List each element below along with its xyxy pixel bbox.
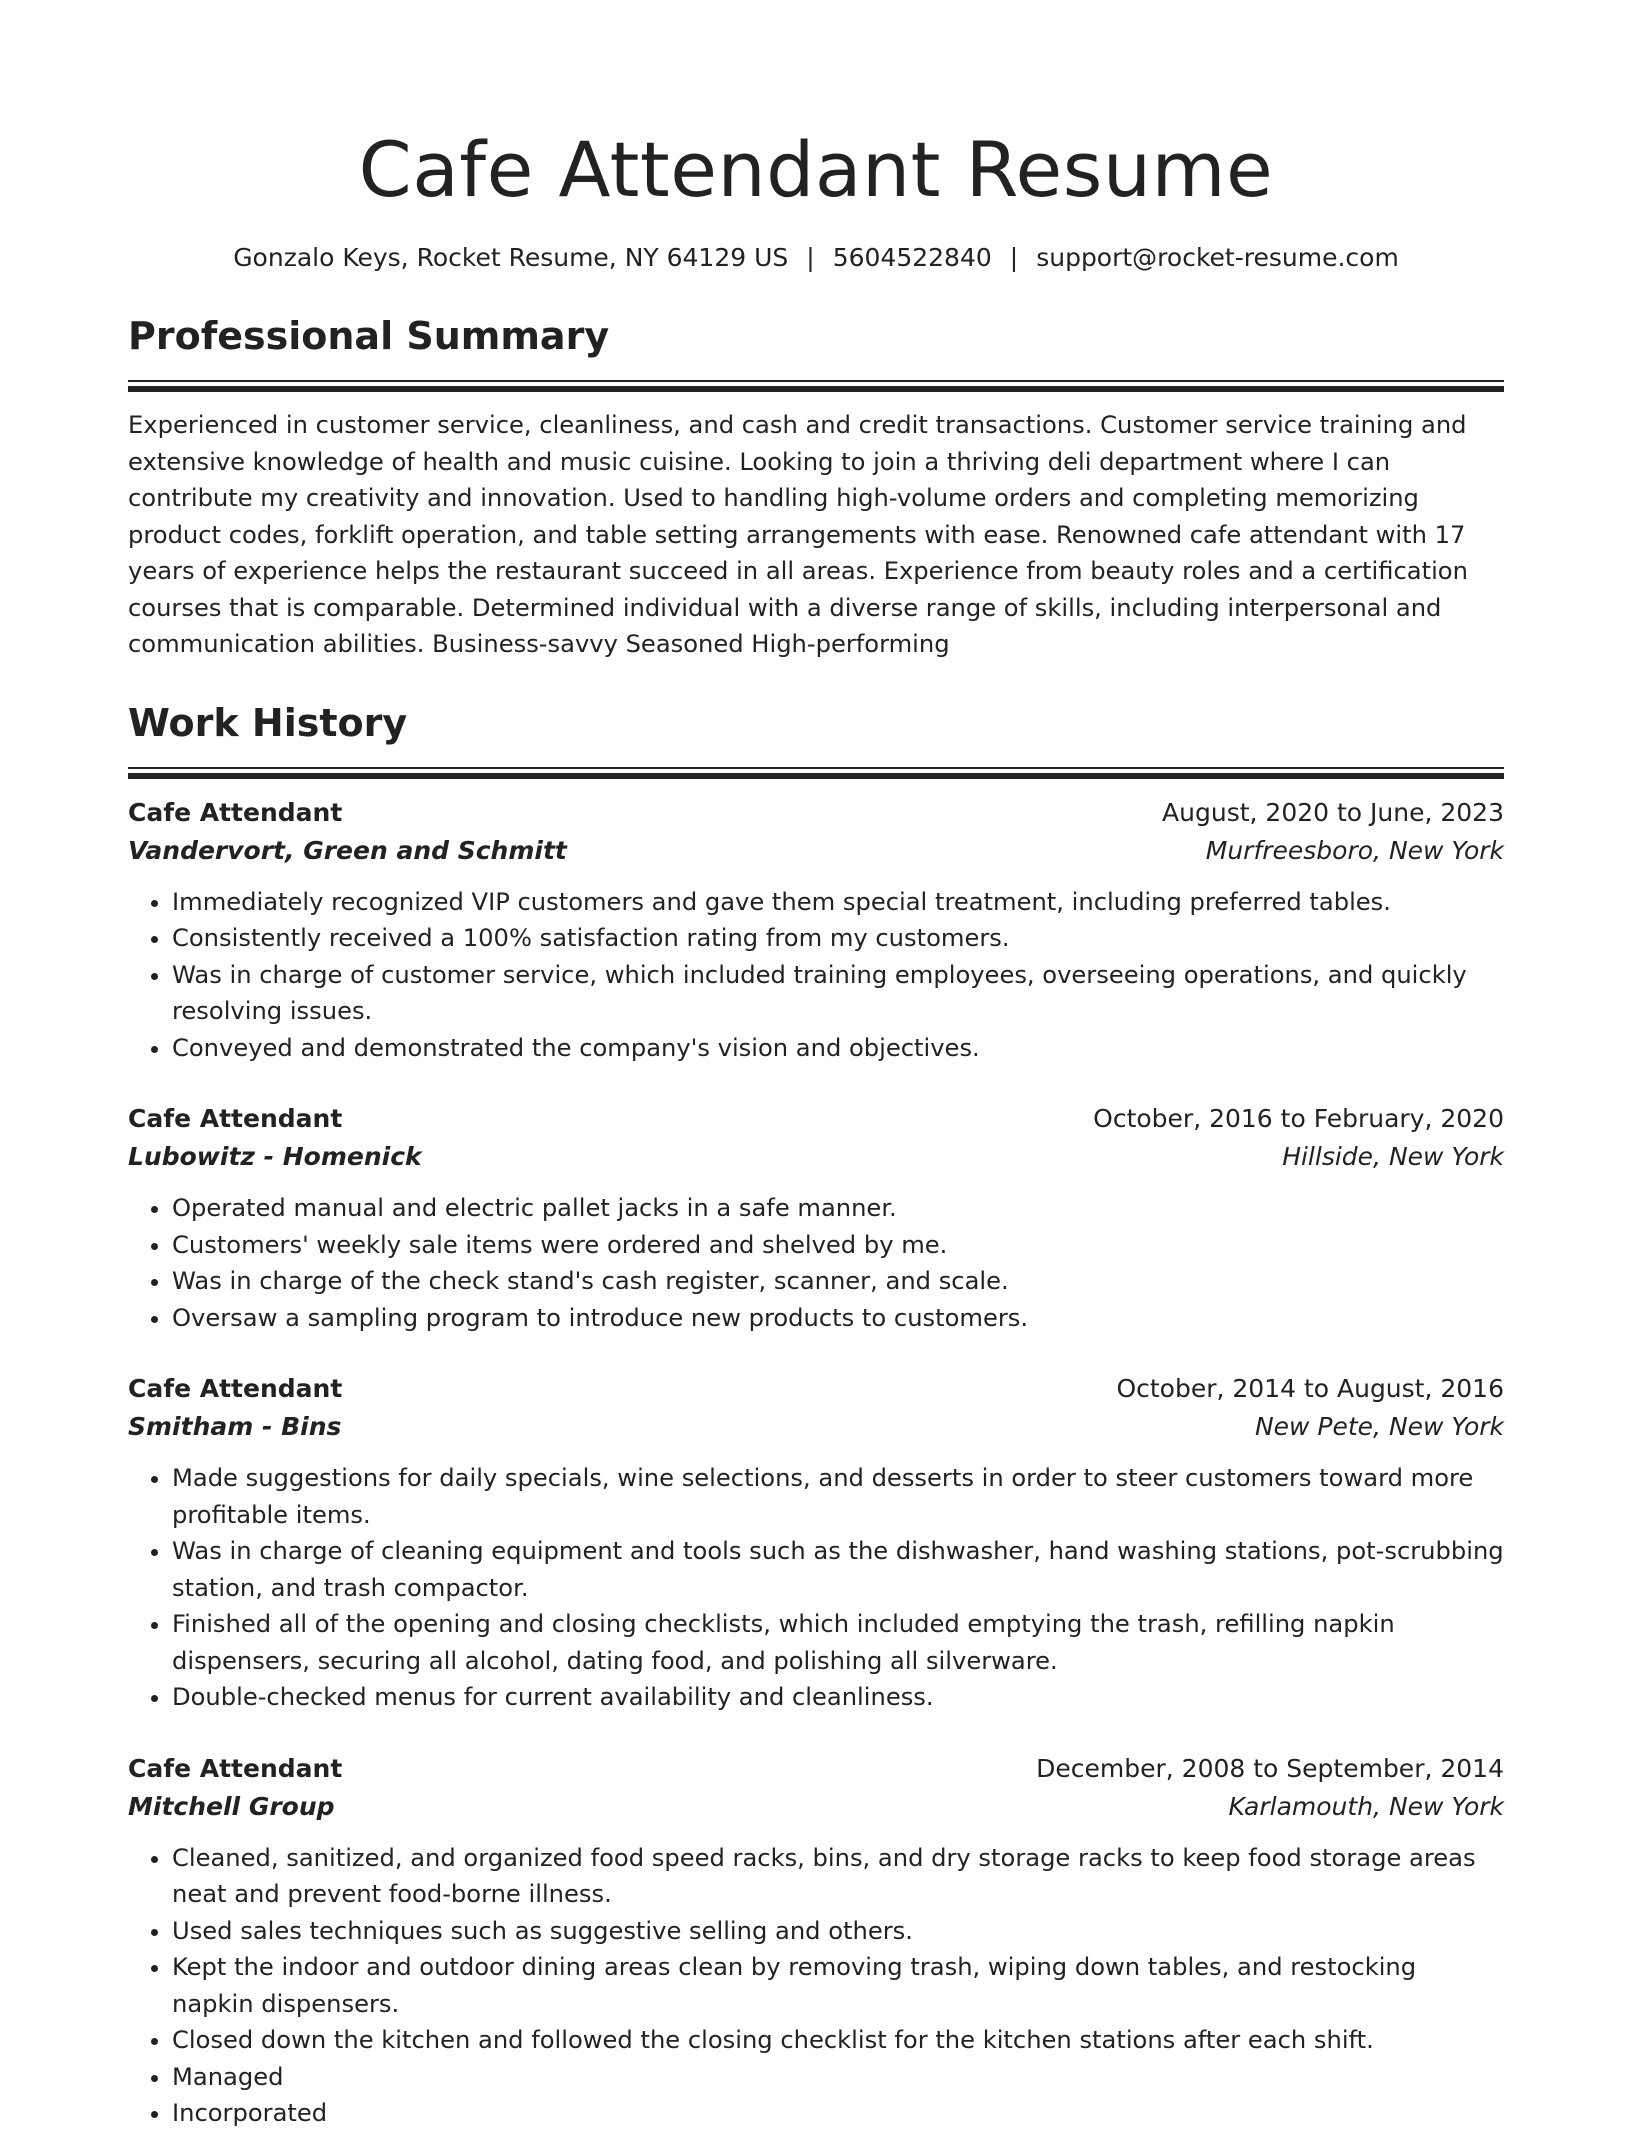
- job-bullets: [128, 1840, 1504, 2132]
- job-bullet: • Operated manual and electric pallet jacks in a safe manner.: [172, 1190, 1504, 1227]
- work-history-section: [128, 699, 1504, 2132]
- job-header-row: [128, 794, 1504, 832]
- job-title: Cafe Attendant: [128, 797, 343, 827]
- job-company-row: [128, 1408, 1504, 1446]
- job-entry: [128, 1370, 1504, 1716]
- job-bullet: • Kept the indoor and outdoor dining areas clean by removing trash, wiping down tables, and restocking napkin dispensers.: [172, 1949, 1504, 2022]
- section-divider: [128, 767, 1504, 772]
- job-bullet: • Used sales techniques such as suggestive selling and others.: [172, 1913, 1504, 1950]
- job-dates: October, 2014 to August, 2016: [1116, 1374, 1504, 1403]
- job-header-row: [128, 1370, 1504, 1408]
- job-dates: October, 2016 to February, 2020: [1093, 1104, 1504, 1133]
- contact-separator: |: [806, 243, 815, 272]
- contact-address: Gonzalo Keys, Rocket Resume, NY 64129 US: [233, 243, 789, 272]
- professional-summary-section: [128, 312, 1504, 663]
- job-bullet: • Managed: [172, 2059, 1504, 2096]
- job-title: Cafe Attendant: [128, 1753, 343, 1783]
- job-bullet: • Incorporated: [172, 2095, 1504, 2132]
- job-title: Cafe Attendant: [128, 1104, 343, 1133]
- job-company: Smitham - Bins: [128, 1412, 342, 1441]
- job-bullet: • Closed down the kitchen and followed the closing checklist for the kitchen stations after each shift.: [172, 2022, 1504, 2059]
- contact-line: [128, 240, 1504, 276]
- job-bullet: • Customers' weekly sale items were ordered and shelved by me.: [172, 1227, 1504, 1264]
- contact-separator: |: [1009, 243, 1019, 272]
- job-bullet: • Was in charge of customer service, which included training employees, overseeing operations, and quickly resolving issues.: [172, 957, 1504, 1030]
- job-location: New Pete, New York: [1254, 1412, 1504, 1441]
- job-bullet: • Immediately recognized VIP customers and gave them special treatment, including preferred tables.: [172, 884, 1504, 921]
- job-location: Hillside, New York: [1282, 1142, 1504, 1171]
- job-location: Karlamouth, New York: [1228, 1791, 1504, 1821]
- job-company: Vandervort, Green and Schmitt: [128, 835, 567, 865]
- job-entry: [128, 794, 1504, 1067]
- contact-email: support@rocket-resume.com: [1036, 243, 1399, 272]
- job-entry: [128, 1750, 1504, 2132]
- job-bullet: • Double-checked menus for current availability and cleanliness.: [172, 1679, 1504, 1716]
- job-bullet: • Conveyed and demonstrated the company's vision and objectives.: [172, 1030, 1504, 1067]
- job-bullet: • Cleaned, sanitized, and organized food speed racks, bins, and dry storage racks to keep food storage areas neat and prevent food-borne illness.: [172, 1840, 1504, 1913]
- job-entry: [128, 1100, 1504, 1336]
- job-bullet: • Consistently received a 100% satisfaction rating from my customers.: [172, 920, 1504, 957]
- job-company: Mitchell Group: [128, 1791, 335, 1821]
- job-bullets: [128, 884, 1504, 1067]
- job-bullet: • Finished all of the opening and closing checklists, which included emptying the trash, refilling napkin dispensers, securing all alcohol, dating food, and polishing all silverware.: [172, 1606, 1504, 1679]
- job-dates: August, 2020 to June, 2023: [1162, 797, 1504, 827]
- contact-phone: 5604522840: [832, 243, 992, 272]
- resume-title: Cafe Attendant Resume: [358, 125, 1274, 214]
- job-company-row: [128, 832, 1504, 870]
- section-heading: Work History: [128, 700, 408, 745]
- job-bullets: [128, 1190, 1504, 1336]
- job-bullet: • Was in charge of the check stand's cash register, scanner, and scale.: [172, 1263, 1504, 1300]
- job-bullet: • Was in charge of cleaning equipment and tools such as the dishwasher, hand washing stations, pot-scrubbing station, and trash compactor.: [172, 1533, 1504, 1606]
- job-company: Lubowitz - Homenick: [128, 1142, 422, 1171]
- job-title: Cafe Attendant: [128, 1374, 343, 1403]
- section-divider: [128, 380, 1504, 385]
- job-bullet: • Oversaw a sampling program to introduce new products to customers.: [172, 1300, 1504, 1337]
- job-bullet: • Made suggestions for daily specials, wine selections, and desserts in order to steer customers toward more profitable items.: [172, 1460, 1504, 1533]
- job-location: Murfreesboro, New York: [1205, 835, 1504, 865]
- section-heading: Professional Summary: [128, 314, 610, 358]
- job-bullets: [128, 1460, 1504, 1716]
- summary-text: Experienced in customer service, cleanliness, and cash and credit transactions. Customer service training and extensive knowledge of health and music cuisine. Looking to join a thriving deli department where I can contribute my creativity and innovation. Used to handling high-volume orders and completing memorizing product codes, forklift operation, and table setting arrangements with ease. Renowned cafe attendant with 17 years of experience helps the restaurant succeed in all areas. Experience from beauty roles and a certification courses that is comparable. Determined individual with a diverse range of skills, including interpersonal and communication abilities. Business-savvy Seasoned High-performing: [128, 411, 1468, 658]
- job-header-row: [128, 1100, 1504, 1138]
- job-company-row: [128, 1138, 1504, 1176]
- job-header-row: [128, 1750, 1504, 1788]
- job-company-row: [128, 1788, 1504, 1826]
- job-dates: December, 2008 to September, 2014: [1036, 1753, 1504, 1783]
